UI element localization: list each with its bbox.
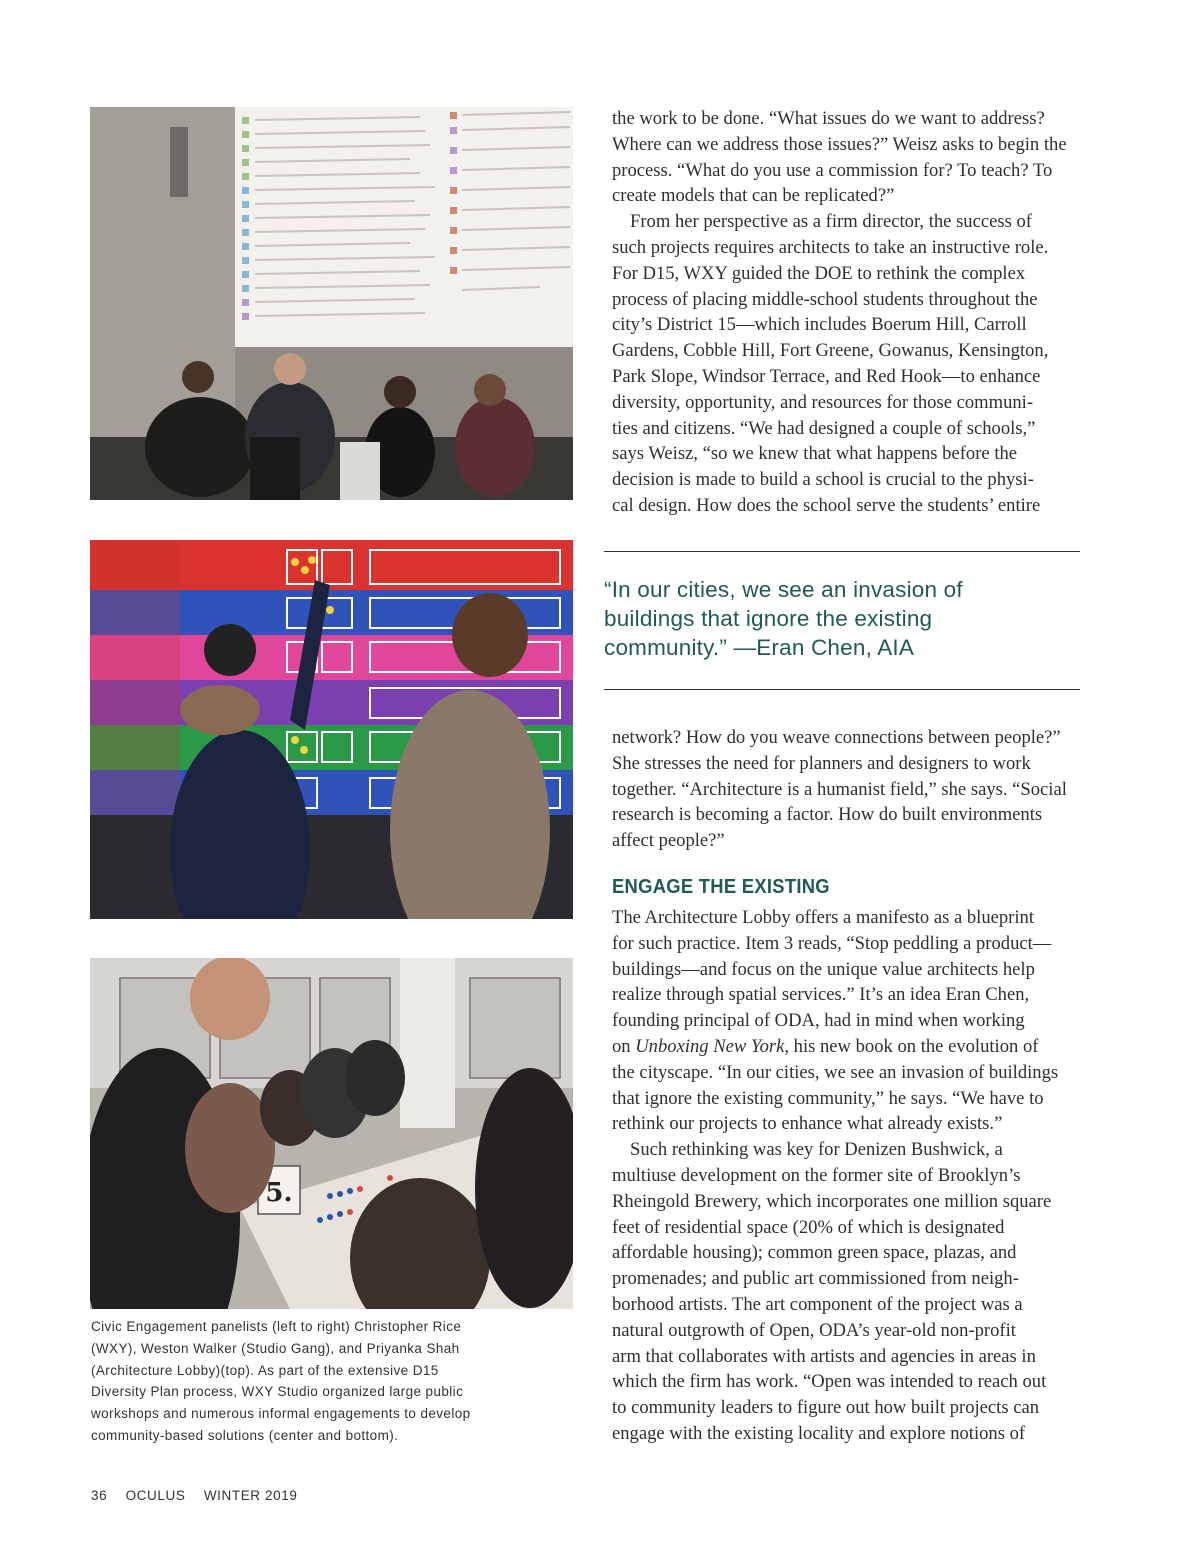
text-line: Rheingold Brewery, which incorporates one million square: [612, 1190, 1052, 1212]
text-line: buildings—and focus on the unique value architects help: [612, 958, 1035, 980]
text-line: which the firm has work. “Open was intended to reach out: [612, 1371, 1047, 1393]
pull-quote: [604, 575, 1084, 662]
text-line: engage with the existing locality and explore notions of: [612, 1422, 1026, 1444]
pull-quote-rule-bottom: [604, 689, 1080, 690]
text-line: that ignore the existing community,” he says. “We have to: [612, 1087, 1044, 1109]
text-line: rethink our projects to enhance what already exists.”: [612, 1113, 1003, 1135]
body-text-bottom: [612, 905, 1092, 1447]
text-line: She stresses the need for planners and designers to work: [612, 752, 1031, 774]
pull-quote-line: buildings that ignore the existing: [604, 606, 933, 631]
text-line: borhood artists. The art component of the project was a: [612, 1293, 1023, 1315]
text-line: research is becoming a factor. How do built environments: [612, 804, 1043, 826]
text-line: says Weisz, “so we knew that what happens before the: [612, 443, 1018, 465]
caption-line: workshops and numerous informal engagements to develop: [91, 1406, 471, 1422]
text-line: cal design. How does the school serve the students’ entire: [612, 494, 1041, 516]
text-line: arm that collaborates with artists and agencies in areas in: [612, 1345, 1036, 1367]
text-line: From her perspective as a firm director, the success of: [630, 211, 1032, 233]
page-number: 36: [91, 1488, 108, 1503]
caption-line: (Architecture Lobby)(top). As part of the extensive D15: [91, 1362, 439, 1378]
issue-date: WINTER 2019: [203, 1488, 298, 1503]
text-line: [612, 1034, 1092, 1060]
text-line: promenades; and public art commissioned from neigh-: [612, 1268, 1019, 1290]
text-line: natural outgrowth of Open, ODA’s year-old non-profit: [612, 1319, 1016, 1341]
text-line: create models that can be replicated?”: [612, 185, 895, 207]
text-line: The Architecture Lobby offers a manifesto as a blueprint: [612, 907, 1034, 928]
text-line: feet of residential space (20% of which is designated: [612, 1216, 1005, 1238]
section-heading: ENGAGE THE EXISTING: [612, 876, 830, 898]
text-line: realize through spatial services.” It’s an idea Eran Chen,: [612, 984, 1030, 1006]
caption-line: community-based solutions (center and bottom).: [91, 1427, 399, 1443]
text-line: network? How do you weave connections between people?”: [612, 727, 1061, 748]
pull-quote-line: “In our cities, we see an invasion of: [604, 577, 963, 602]
text-line: process of placing middle-school students throughout the: [612, 288, 1038, 310]
text-line: Gardens, Cobble Hill, Fort Greene, Gowanus, Kensington,: [612, 340, 1049, 362]
text-line: diversity, opportunity, and resources for those communi-: [612, 391, 1034, 413]
workshop-board-photo: [90, 540, 573, 919]
text-line: ties and citizens. “We had designed a couple of schools,”: [612, 417, 1036, 439]
text-line: to community leaders to figure out how built projects can: [612, 1397, 1040, 1419]
body-text-top: [612, 106, 1092, 519]
text-line: Such rethinking was key for Denizen Bushwick, a: [630, 1139, 1003, 1161]
page-folio: [91, 1488, 311, 1503]
text-run: on: [612, 1035, 636, 1057]
text-line: such projects requires architects to take an instructive role.: [612, 236, 1049, 258]
panel-discussion-photo: [90, 107, 573, 500]
caption-line: Diversity Plan process, WXY Studio organized large public: [91, 1384, 464, 1400]
table-number-sign: 5.: [265, 1178, 293, 1208]
text-line: city’s District 15—which includes Boerum Hill, Carroll: [612, 314, 1027, 336]
magazine-name: OCULUS: [125, 1488, 186, 1503]
text-line: the cityscape. “In our cities, we see an invasion of buildings: [612, 1061, 1059, 1083]
text-line: affordable housing); common green space, plazas, and: [612, 1242, 1017, 1264]
table-workshop-photo: [90, 958, 573, 1309]
pull-quote-line: community.” —Eran Chen, AIA: [604, 635, 915, 660]
text-line: Where can we address those issues?” Weisz asks to begin the: [612, 133, 1067, 155]
text-line: the work to be done. “What issues do we want to address?: [612, 108, 1045, 129]
text-line: affect people?”: [612, 830, 725, 852]
text-line: together. “Architecture is a humanist field,” she says. “Social: [612, 778, 1067, 800]
text-line: decision is made to build a school is crucial to the physi-: [612, 469, 1034, 491]
text-run: , his new book on the evolution of: [784, 1035, 1039, 1057]
text-line: process. “What do you use a commission for? To teach? To: [612, 159, 1053, 181]
photo-caption: [91, 1316, 531, 1447]
pull-quote-rule-top: [604, 551, 1080, 552]
text-line: founding principal of ODA, had in mind when working: [612, 1010, 1025, 1032]
text-line: For D15, WXY guided the DOE to rethink the complex: [612, 262, 1026, 284]
book-title: Unboxing New York: [635, 1035, 785, 1057]
text-line: multiuse development on the former site of Brooklyn’s: [612, 1164, 1021, 1186]
text-line: Park Slope, Windsor Terrace, and Red Hook—to enhance: [612, 365, 1041, 387]
caption-line: Civic Engagement panelists (left to right) Christopher Rice: [91, 1319, 462, 1334]
body-text-middle: [612, 725, 1092, 854]
text-line: for such practice. Item 3 reads, “Stop peddling a product—: [612, 932, 1052, 954]
caption-line: (WXY), Weston Walker (Studio Gang), and Priyanka Shah: [91, 1340, 460, 1356]
